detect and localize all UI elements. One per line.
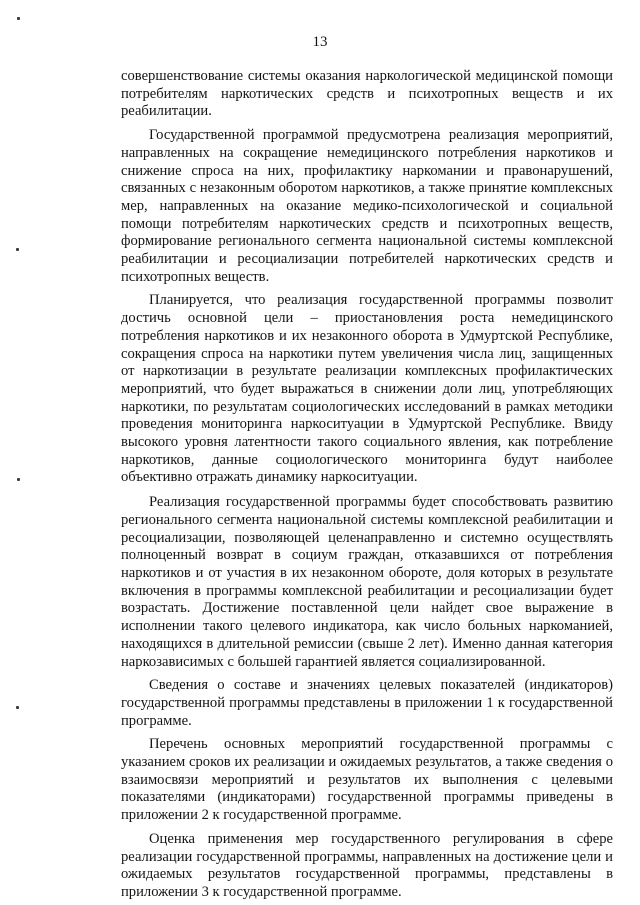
page-number: 13 <box>312 34 328 50</box>
paragraph-3: Планируется, что реализация государственной программы позволит достичь основной цели – приостановления роста немедицинского потребления наркотиков и их незаконного оборота в Удмуртской Республике, сокращения спроса на наркотики путем увеличения числа лиц, защищенных от наркотизации в результате реализации комплексных профилактических мероприятий, что будет выражаться в снижении доли лиц, употребляющих наркотики, по результатам социологических исследований в рамках методики проведения мониторинга наркоситуации в Удмуртской Республике. Ввиду высокого уровня латентности такого социального явления, как потребление наркотиков, данные социологического мониторинга будут наиболее объективно отражать динамику наркоситуации. <box>121 292 613 486</box>
paragraph-6: Перечень основных мероприятий государственной программы с указанием сроков их реализации и ожидаемых результатов, а также сведения о взаимосвязи мероприятий и результатов их выполнения с целевыми показателями (индикаторами) государственной программы приведены в приложении 2 к государственной программе. <box>121 736 613 824</box>
scan-speck <box>17 478 20 481</box>
paragraph-5: Сведения о составе и значениях целевых показателей (индикаторов) государственной программы представлены в приложении 1 к государственной программе. <box>121 677 613 729</box>
paragraph-4: Реализация государственной программы будет способствовать развитию регионального сегмента национальной системы комплексной реабилитации и ресоциализации, позволяющей целенаправленно и системно осуществлять полноценный возврат в социум граждан, отказавшихся от потребления наркотиков и от участия в их незаконном обороте, доля которых в результате включения в программы комплексной реабилитации и ресоциализации будет возрастать. Достижение поставленной цели найдет свое выражение в исполнении такого целевого индикатора, как число больных наркоманией, находящихся в длительной ремиссии (свыше 2 лет). Именно данная категория наркозависимых с большей гарантией является социализированной. <box>121 494 613 670</box>
paragraph-2: Государственной программой предусмотрена реализация мероприятий, направленных на сокращение немедицинского потребления наркотиков и снижение спроса на них, профилактику наркомании и правонарушений, связанных с незаконным оборотом наркотиков, а также принятие комплексных мер, направленных на оказание медико-психологической и социальной помощи потребителям наркотических средств и психотропных веществ, формирование регионального сегмента национальной системы комплексной реабилитации и ресоциализации потребителей наркотических средств и психотропных веществ. <box>121 127 613 285</box>
scan-speck <box>17 17 20 20</box>
paragraph-7: Оценка применения мер государственного регулирования в сфере реализации государственной программы, направленных на достижение цели и ожидаемых результатов государственной программы, представлены в приложении 3 к государственной программе. <box>121 830 613 900</box>
paragraph-1: совершенствование системы оказания наркологической медицинской помощи потребителям наркотических средств и психотропных веществ и их реабилитации. <box>121 68 613 120</box>
scan-speck <box>16 706 19 709</box>
body-text <box>121 68 613 902</box>
scan-speck <box>16 248 19 251</box>
